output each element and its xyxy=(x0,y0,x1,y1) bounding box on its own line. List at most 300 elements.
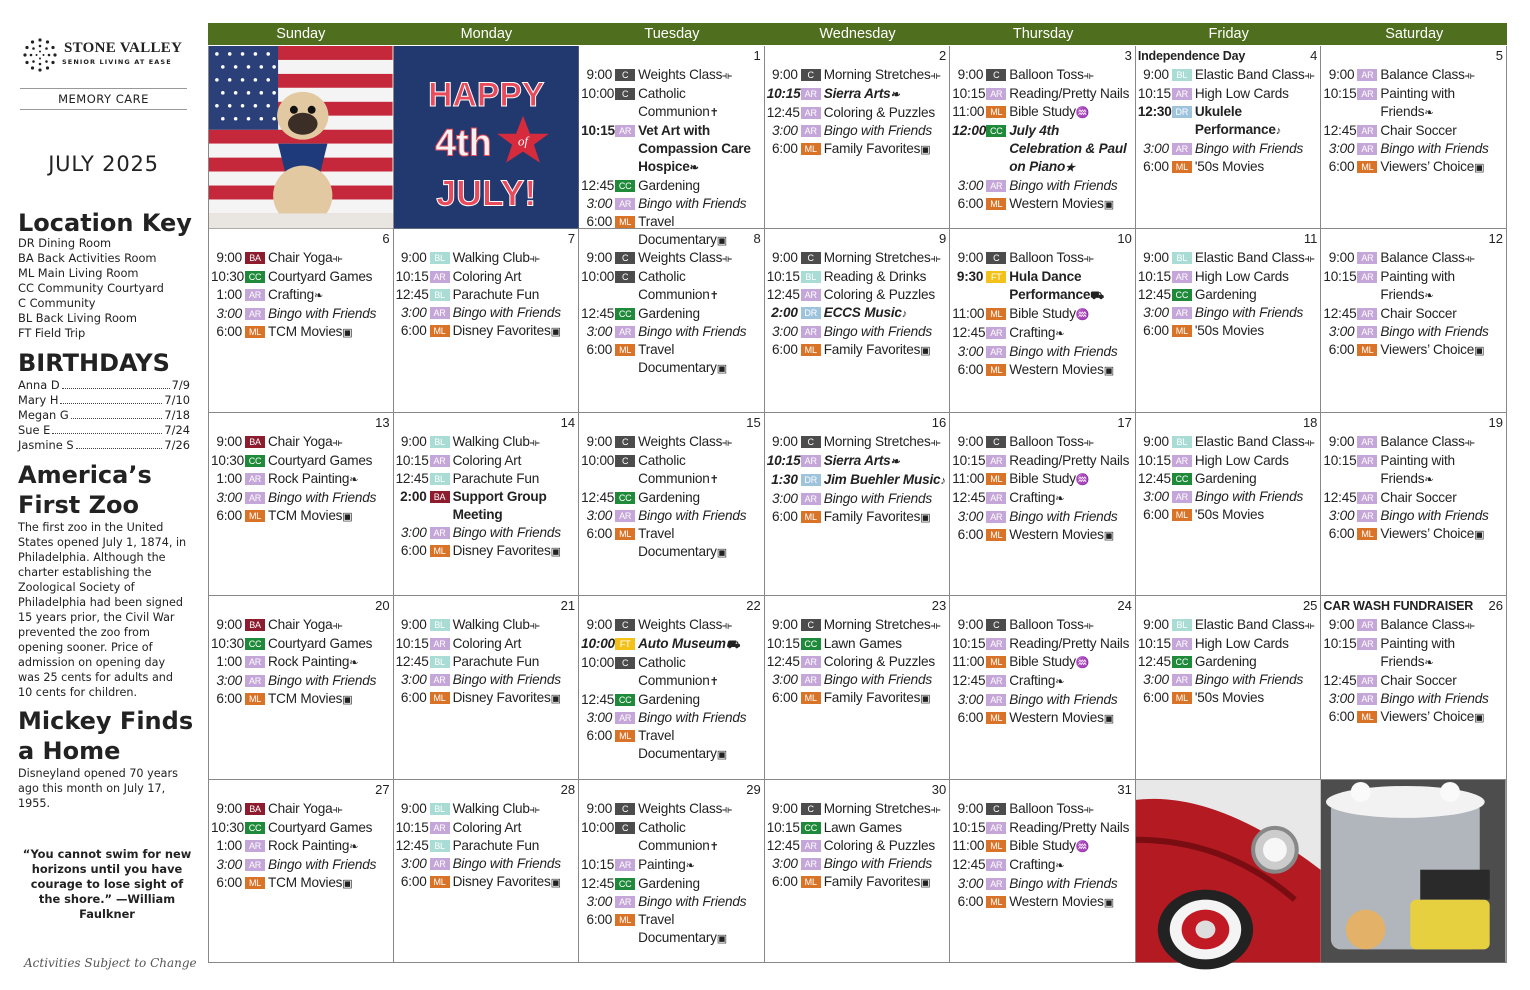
event-row[interactable] xyxy=(1323,433,1504,452)
tv-icon: ▣ xyxy=(342,510,353,523)
location-badge: C xyxy=(801,436,821,448)
event-row[interactable] xyxy=(581,727,762,764)
event-row[interactable] xyxy=(952,268,1133,305)
location-badge: C xyxy=(615,436,635,448)
event-row[interactable] xyxy=(767,508,948,527)
day-number: 28 xyxy=(560,781,576,797)
event-row[interactable] xyxy=(767,855,948,873)
event-row[interactable] xyxy=(767,471,948,490)
event-title: Gardening xyxy=(638,875,700,891)
event-row[interactable] xyxy=(211,452,391,470)
event-row[interactable] xyxy=(581,635,762,654)
pray-icon: ♒ xyxy=(1075,309,1090,322)
event-row[interactable] xyxy=(767,800,948,819)
birthday-row xyxy=(18,423,190,438)
paint-icon: ❧ xyxy=(349,840,359,853)
event-row[interactable] xyxy=(396,249,577,268)
event-row[interactable] xyxy=(396,304,577,322)
cross-icon: ✝ xyxy=(709,840,719,853)
event-name xyxy=(824,104,948,122)
event-row[interactable] xyxy=(211,856,391,874)
event-row[interactable] xyxy=(1138,470,1319,488)
event-name xyxy=(1009,195,1133,214)
event-row[interactable] xyxy=(952,305,1133,324)
event-row[interactable] xyxy=(211,819,391,837)
event-row[interactable] xyxy=(1323,672,1504,690)
event-row[interactable] xyxy=(1138,304,1319,322)
event-title: Rock Painting xyxy=(268,470,350,486)
event-row[interactable] xyxy=(1138,433,1319,452)
event-name xyxy=(1009,103,1133,122)
event-row[interactable] xyxy=(1138,452,1319,470)
location-badge: ML xyxy=(986,198,1006,210)
event-name xyxy=(1009,489,1133,508)
event-row[interactable] xyxy=(1323,708,1504,727)
event-row[interactable] xyxy=(581,268,762,305)
event-row[interactable] xyxy=(581,452,762,489)
event-row[interactable] xyxy=(581,893,762,911)
event-name xyxy=(638,268,762,305)
event-time: 3:00 xyxy=(586,196,613,211)
event-row[interactable] xyxy=(1323,85,1504,122)
event-row[interactable] xyxy=(211,305,391,323)
event-name xyxy=(1380,268,1504,305)
event-title: Bingo with Friends xyxy=(452,305,561,321)
event-row[interactable] xyxy=(396,286,577,304)
day-cell xyxy=(1136,780,1322,963)
tv-icon: ▣ xyxy=(550,693,561,706)
birthday-date: 7/26 xyxy=(164,438,190,452)
event-row[interactable] xyxy=(767,452,948,471)
event-row[interactable] xyxy=(1323,507,1504,525)
day-number: 11 xyxy=(1303,231,1318,247)
event-row[interactable] xyxy=(1323,268,1504,305)
event-row[interactable] xyxy=(211,470,391,489)
location-badge: CC xyxy=(1172,473,1192,485)
event-title: TCM Movies xyxy=(268,507,343,523)
event-row[interactable] xyxy=(396,855,577,873)
event-title: Courtyard Games xyxy=(268,819,373,835)
event-row[interactable] xyxy=(767,85,948,104)
event-row[interactable] xyxy=(396,653,577,671)
event-time: 6:00 xyxy=(586,214,613,229)
event-row[interactable] xyxy=(952,343,1133,361)
event-row[interactable] xyxy=(1323,635,1504,672)
location-badge: AR xyxy=(1172,143,1192,155)
location-badge: AR xyxy=(986,694,1006,706)
location-badge: AR xyxy=(245,675,265,687)
event-row[interactable] xyxy=(581,525,762,562)
event-name xyxy=(453,616,577,635)
event-title: Coloring Art xyxy=(452,636,522,652)
day-cell xyxy=(1136,596,1322,779)
event-row[interactable] xyxy=(952,470,1133,489)
location-badge: AR xyxy=(986,492,1006,504)
birthday-row xyxy=(18,378,190,393)
event-row[interactable] xyxy=(211,249,391,268)
event-row[interactable] xyxy=(396,268,577,286)
event-row[interactable] xyxy=(952,85,1133,103)
event-row[interactable] xyxy=(581,875,762,893)
event-name xyxy=(268,268,391,286)
event-time: 10:15 xyxy=(952,819,986,835)
location-badge: ML xyxy=(245,693,265,705)
event-row[interactable] xyxy=(952,819,1133,837)
event-time: 6:00 xyxy=(400,542,427,558)
location-badge: ML xyxy=(986,473,1006,485)
location-badge: AR xyxy=(986,88,1006,100)
event-row[interactable] xyxy=(952,324,1133,343)
event-row[interactable] xyxy=(581,85,762,122)
event-row[interactable] xyxy=(952,433,1133,452)
event-row[interactable] xyxy=(1138,506,1319,524)
event-row[interactable] xyxy=(581,709,762,727)
event-time: 10:15 xyxy=(1137,86,1171,101)
event-row[interactable] xyxy=(211,653,391,672)
event-row[interactable] xyxy=(1138,249,1319,268)
event-row[interactable] xyxy=(767,341,948,360)
event-row[interactable] xyxy=(581,177,762,195)
event-row[interactable] xyxy=(1323,525,1504,544)
event-row[interactable] xyxy=(1323,341,1504,360)
event-list xyxy=(211,249,391,342)
event-title: Coloring & Puzzles xyxy=(823,654,935,670)
event-row[interactable] xyxy=(952,856,1133,875)
event-row[interactable] xyxy=(1323,489,1504,507)
event-row[interactable] xyxy=(396,542,577,561)
dot-leader xyxy=(52,425,162,434)
event-row[interactable] xyxy=(396,819,577,837)
event-row[interactable] xyxy=(952,508,1133,526)
event-row[interactable] xyxy=(581,341,762,378)
event-row[interactable] xyxy=(1138,158,1319,176)
event-row[interactable] xyxy=(952,875,1133,893)
event-row[interactable] xyxy=(952,653,1133,672)
event-row[interactable] xyxy=(767,433,948,452)
event-row[interactable] xyxy=(396,524,577,542)
event-title: Coloring Art xyxy=(452,819,522,835)
day-number: 15 xyxy=(746,414,761,430)
event-row[interactable] xyxy=(1138,616,1319,635)
location-badge: C xyxy=(986,252,1006,264)
event-row[interactable] xyxy=(952,452,1133,470)
event-title: Walking Club xyxy=(452,617,530,633)
event-row[interactable] xyxy=(1138,635,1319,653)
event-title: Western Movies xyxy=(1009,196,1104,211)
event-time: 3:00 xyxy=(216,673,242,689)
event-row[interactable] xyxy=(211,286,391,305)
location-badge: AR xyxy=(430,307,450,319)
event-row[interactable] xyxy=(767,286,948,304)
event-row[interactable] xyxy=(581,507,762,525)
event-row[interactable] xyxy=(211,800,391,819)
event-row[interactable] xyxy=(1323,305,1504,323)
event-row[interactable] xyxy=(396,873,577,892)
event-row[interactable] xyxy=(1138,85,1319,103)
day-cell xyxy=(1136,46,1322,229)
location-badge: BA xyxy=(245,619,265,631)
event-row[interactable] xyxy=(952,672,1133,691)
event-row[interactable] xyxy=(581,489,762,507)
event-row[interactable] xyxy=(211,635,391,653)
event-row[interactable] xyxy=(952,489,1133,508)
location-badge: CC xyxy=(801,638,821,650)
event-time: 9:00 xyxy=(957,433,984,449)
pug-flag-photo-image xyxy=(209,46,393,228)
event-row[interactable] xyxy=(396,616,577,635)
day-cell xyxy=(394,413,580,596)
event-row[interactable] xyxy=(767,304,948,323)
event-row[interactable] xyxy=(581,654,762,691)
event-row[interactable] xyxy=(581,819,762,856)
event-row[interactable] xyxy=(396,635,577,653)
event-row[interactable] xyxy=(952,195,1133,214)
event-title: Painting xyxy=(638,856,686,872)
event-row[interactable] xyxy=(952,616,1133,635)
event-time: 12:45 xyxy=(1137,287,1171,303)
location-badge: AR xyxy=(801,455,821,467)
location-badge: BL xyxy=(430,840,450,852)
event-row[interactable] xyxy=(581,800,762,819)
event-row[interactable] xyxy=(1138,286,1319,304)
event-time: 6:00 xyxy=(957,710,984,726)
car-wash-bucket-photo-image xyxy=(1321,780,1506,962)
event-row[interactable] xyxy=(581,691,762,709)
event-row[interactable] xyxy=(581,323,762,341)
event-row[interactable] xyxy=(767,66,948,85)
location-badge: BL xyxy=(801,271,821,283)
event-row[interactable] xyxy=(211,489,391,507)
event-row[interactable] xyxy=(211,690,391,709)
event-row[interactable] xyxy=(1138,671,1319,689)
event-title: Gardening xyxy=(638,692,700,708)
location-badge: ML xyxy=(986,106,1006,118)
event-title: Catholic Communion xyxy=(638,452,710,486)
day-number: 10 xyxy=(1117,231,1132,247)
event-row[interactable] xyxy=(1138,103,1319,140)
event-name xyxy=(1195,286,1319,304)
event-row[interactable] xyxy=(952,800,1133,819)
event-name xyxy=(1009,819,1133,837)
event-row[interactable] xyxy=(581,856,762,875)
event-row[interactable] xyxy=(952,635,1133,653)
event-time: 6:00 xyxy=(216,507,242,523)
day-number: 17 xyxy=(1117,414,1132,430)
bus-icon: ⛟ xyxy=(1090,290,1104,303)
event-row[interactable] xyxy=(767,249,948,268)
event-title: Bingo with Friends xyxy=(1194,488,1304,504)
day-number: 4 xyxy=(1310,48,1318,63)
event-time: 10:00 xyxy=(581,655,615,671)
location-badge: CC xyxy=(615,694,635,706)
event-name xyxy=(453,433,577,452)
event-name xyxy=(268,616,391,635)
location-badge: AR xyxy=(801,326,821,338)
event-row[interactable] xyxy=(767,616,948,635)
event-name xyxy=(1195,653,1319,671)
event-name xyxy=(638,341,762,378)
event-name xyxy=(268,800,391,819)
event-row[interactable] xyxy=(1138,322,1319,340)
event-row[interactable] xyxy=(1323,323,1504,341)
dumbbell-icon: ⟛ xyxy=(1304,436,1315,449)
event-row[interactable] xyxy=(1323,66,1504,85)
event-title: Balloon Toss xyxy=(1009,433,1084,449)
event-row[interactable] xyxy=(1323,122,1504,140)
event-row[interactable] xyxy=(1323,690,1504,708)
location-badge: ML xyxy=(1357,161,1377,173)
location-badge: BA xyxy=(245,803,265,815)
event-name xyxy=(1380,708,1504,727)
paint-icon: ❧ xyxy=(890,455,900,468)
event-row[interactable] xyxy=(1138,140,1319,158)
day-number: 8 xyxy=(753,231,761,247)
event-title: Gardening xyxy=(1194,287,1257,303)
event-title: Morning Stretches xyxy=(823,800,931,816)
event-row[interactable] xyxy=(581,911,762,948)
event-row[interactable] xyxy=(211,616,391,635)
location-badge: ML xyxy=(986,656,1006,668)
event-row[interactable] xyxy=(581,122,762,177)
event-row[interactable] xyxy=(396,837,577,855)
event-row[interactable] xyxy=(1138,66,1319,85)
event-row[interactable] xyxy=(211,433,391,452)
event-title: Chair Yoga xyxy=(268,433,333,449)
event-row[interactable] xyxy=(581,66,762,85)
event-title: Morning Stretches xyxy=(823,617,931,633)
event-row[interactable] xyxy=(952,691,1133,709)
event-row[interactable] xyxy=(211,874,391,893)
event-row[interactable] xyxy=(581,249,762,268)
event-row[interactable] xyxy=(767,837,948,855)
event-row[interactable] xyxy=(396,452,577,470)
event-name xyxy=(1009,324,1133,343)
section-label: MEMORY CARE xyxy=(20,88,187,110)
event-name xyxy=(824,819,948,837)
event-row[interactable] xyxy=(952,837,1133,856)
event-row[interactable] xyxy=(767,689,948,708)
event-row[interactable] xyxy=(211,507,391,526)
location-badge: AR xyxy=(1172,271,1192,283)
event-name xyxy=(824,304,948,323)
event-time: 11:00 xyxy=(952,104,985,119)
location-key-item: DR Dining Room xyxy=(18,236,112,250)
event-name xyxy=(1009,66,1133,85)
event-row[interactable] xyxy=(1138,268,1319,286)
day-cell xyxy=(765,229,951,412)
event-row[interactable] xyxy=(581,195,762,213)
event-row[interactable] xyxy=(211,323,391,342)
event-title: Western Movies xyxy=(1009,362,1104,378)
event-row[interactable] xyxy=(767,104,948,122)
event-row[interactable] xyxy=(767,873,948,892)
location-badge: C xyxy=(615,657,635,669)
location-badge: AR xyxy=(1357,326,1377,338)
event-row[interactable] xyxy=(767,653,948,671)
event-row[interactable] xyxy=(396,488,577,524)
event-row[interactable] xyxy=(767,819,948,837)
event-row[interactable] xyxy=(952,122,1133,177)
event-row[interactable] xyxy=(581,305,762,323)
event-row[interactable] xyxy=(211,837,391,856)
event-title: Viewers’ Choice xyxy=(1380,525,1475,541)
event-title: Courtyard Games xyxy=(268,452,373,468)
event-row[interactable] xyxy=(952,177,1133,195)
event-row[interactable] xyxy=(396,470,577,488)
event-row[interactable] xyxy=(952,66,1133,85)
event-row[interactable] xyxy=(1323,249,1504,268)
event-row[interactable] xyxy=(952,526,1133,545)
day-number: 16 xyxy=(931,414,947,430)
event-row[interactable] xyxy=(767,122,948,140)
event-time: 3:00 xyxy=(586,710,613,726)
event-row[interactable] xyxy=(767,490,948,508)
event-row[interactable] xyxy=(396,800,577,819)
event-time: 10:00 xyxy=(581,452,615,468)
event-time: 6:00 xyxy=(957,526,984,542)
event-row[interactable] xyxy=(211,672,391,690)
event-row[interactable] xyxy=(1323,140,1504,158)
event-row[interactable] xyxy=(1323,452,1504,489)
event-name xyxy=(1195,671,1319,689)
event-row[interactable] xyxy=(1323,158,1504,177)
event-time: 12:45 xyxy=(766,654,800,670)
event-row[interactable] xyxy=(581,433,762,452)
event-title: Lawn Games xyxy=(823,819,902,835)
event-row[interactable] xyxy=(396,322,577,341)
event-row[interactable] xyxy=(1138,689,1319,707)
event-row[interactable] xyxy=(1138,488,1319,506)
zoo-title-line: America’s xyxy=(18,461,152,489)
event-row[interactable] xyxy=(767,323,948,341)
event-row[interactable] xyxy=(396,689,577,708)
event-row[interactable] xyxy=(767,140,948,159)
event-name xyxy=(1195,488,1319,506)
event-row[interactable] xyxy=(952,709,1133,728)
event-time: 3:00 xyxy=(957,508,984,524)
event-title: Auto Museum xyxy=(638,636,726,652)
event-time: 6:00 xyxy=(586,911,613,927)
location-badge: ML xyxy=(801,692,821,704)
location-badge: AR xyxy=(1357,619,1377,631)
event-row[interactable] xyxy=(1323,616,1504,635)
mickey-title xyxy=(18,706,193,766)
event-row[interactable] xyxy=(952,893,1133,912)
event-row[interactable] xyxy=(1138,653,1319,671)
event-row[interactable] xyxy=(396,433,577,452)
event-row[interactable] xyxy=(767,671,948,689)
event-title: Bingo with Friends xyxy=(823,324,932,340)
star-icon: ★ xyxy=(1065,162,1075,174)
event-time: 3:00 xyxy=(586,324,613,340)
event-row[interactable] xyxy=(211,268,391,286)
dumbbell-icon: ⟛ xyxy=(1083,70,1094,82)
event-row[interactable] xyxy=(396,671,577,689)
event-row[interactable] xyxy=(952,249,1133,268)
location-badge: ML xyxy=(1172,161,1192,173)
location-badge: ML xyxy=(986,840,1006,852)
event-row[interactable] xyxy=(952,103,1133,122)
event-row[interactable] xyxy=(952,361,1133,380)
event-row[interactable] xyxy=(767,635,948,653)
event-row[interactable] xyxy=(581,616,762,635)
day-number: 7 xyxy=(567,231,576,247)
event-name xyxy=(1009,616,1133,635)
event-time: 6:00 xyxy=(957,362,984,378)
event-title: Balance Class xyxy=(1380,617,1465,633)
location-badge: ML xyxy=(430,325,450,337)
event-row[interactable] xyxy=(767,268,948,286)
